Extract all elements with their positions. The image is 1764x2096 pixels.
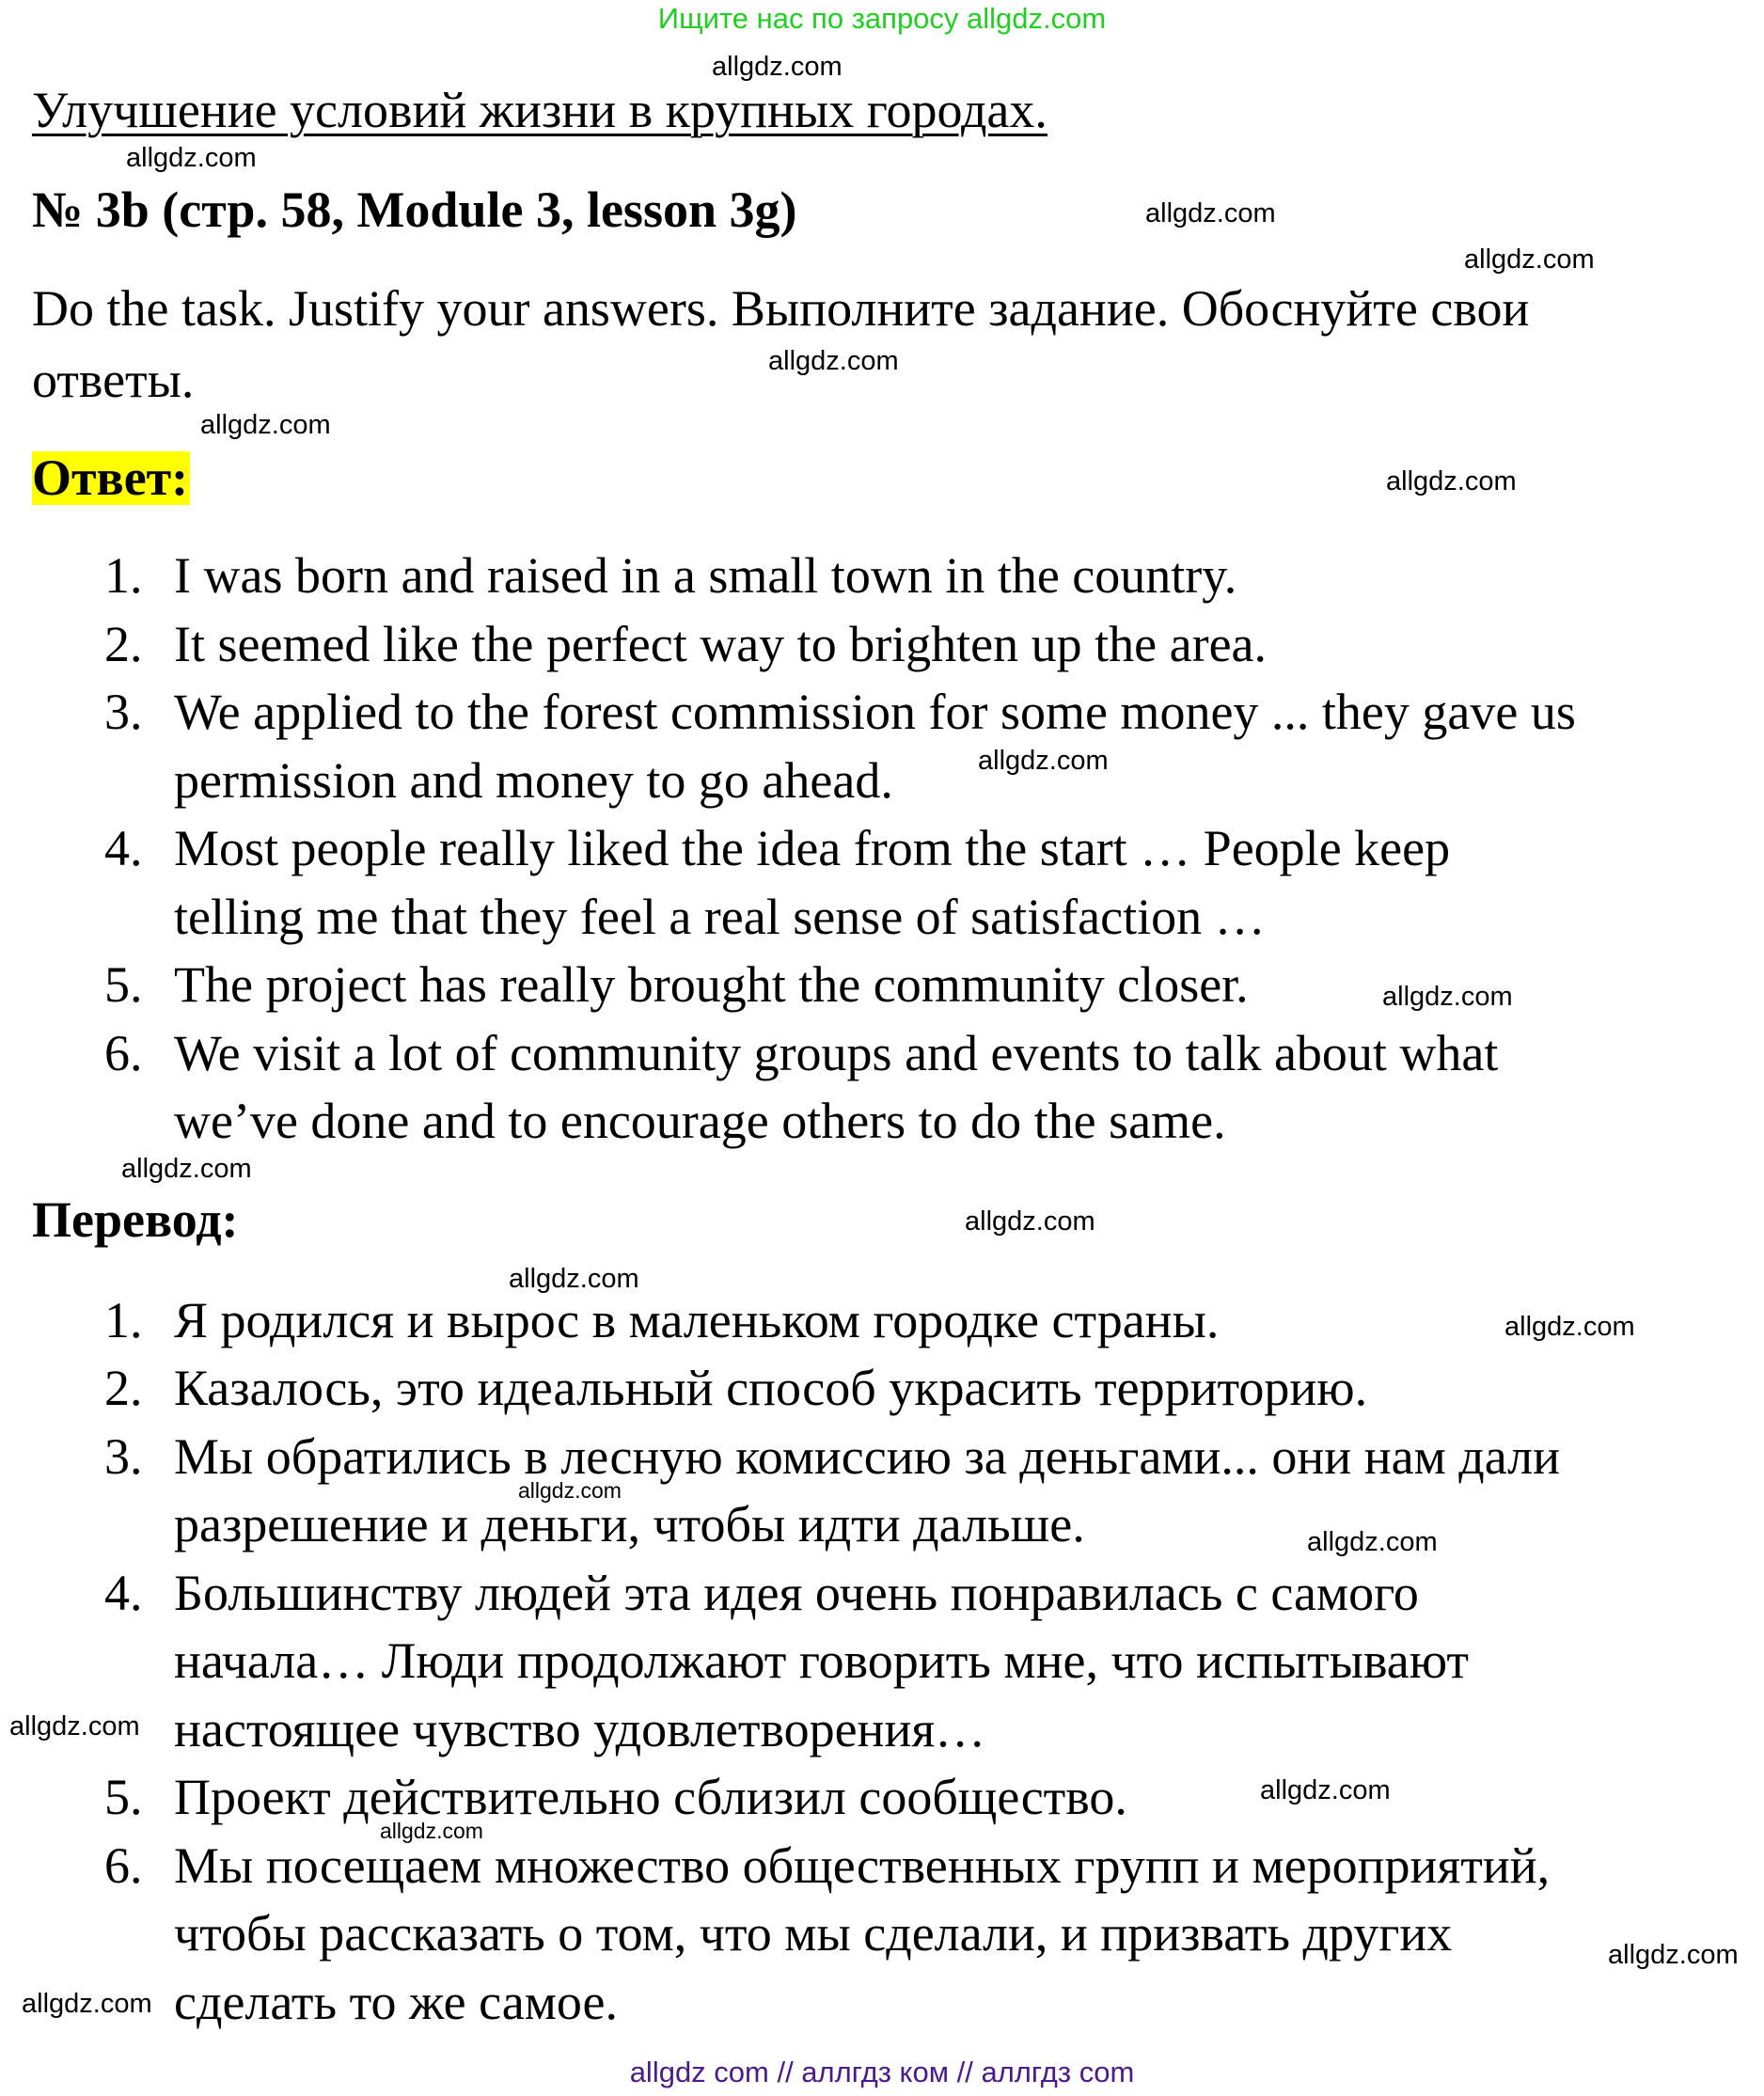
- translation-item-text: Проект действительно сблизил сообщество.: [174, 1769, 1127, 1825]
- translation-item-text: начала… Люди продолжают говорить мне, что испытывают: [174, 1632, 1469, 1689]
- translation-item-text: Я родился и вырос в маленьком городке страны.: [174, 1292, 1220, 1348]
- task-number-heading: № 3b (стр. 58, Module 3, lesson 3g): [32, 181, 797, 238]
- translation-label: Перевод:: [32, 1191, 239, 1248]
- translation-item-number: 1.: [104, 1292, 143, 1348]
- answer-item-text: we’ve done and to encourage others to do the same.: [174, 1093, 1226, 1149]
- watermark-text: allgdz.com: [126, 143, 257, 173]
- watermark-text: allgdz.com: [1260, 1775, 1391, 1805]
- watermark-text: allgdz.com: [509, 1264, 639, 1294]
- answer-item-number: 4.: [104, 820, 143, 876]
- watermark-text: allgdz.com: [200, 410, 331, 440]
- watermark-text: allgdz.com: [121, 1154, 252, 1184]
- watermark-text: allgdz.com: [1145, 198, 1276, 229]
- translation-item-text: разрешение и деньги, чтобы идти дальше.: [174, 1496, 1085, 1552]
- translation-item-number: 5.: [104, 1769, 143, 1825]
- answer-item-number: 5.: [104, 956, 143, 1013]
- answer-item-text: The project has really brought the community closer.: [174, 956, 1249, 1013]
- translation-item-number: 4.: [104, 1565, 143, 1621]
- answer-item-number: 3.: [104, 684, 143, 740]
- watermark-text: allgdz.com: [1382, 982, 1513, 1012]
- answer-item-number: 1.: [104, 547, 143, 604]
- watermark-text: allgdz.com: [9, 1711, 140, 1741]
- footer-banner: allgdz com // аллгдз ком // аллгдз com: [629, 2056, 1135, 2088]
- watermark-text: allgdz.com: [978, 746, 1109, 776]
- translation-item-text: Большинству людей эта идея очень понравилась с самого: [174, 1565, 1419, 1621]
- translation-item-number: 6.: [104, 1837, 143, 1894]
- instruction-line-1: Do the task. Justify your answers. Выполните задание. Обоснуйте свои: [32, 280, 1530, 337]
- answer-item-text: I was born and raised in a small town in the country.: [174, 547, 1237, 604]
- translation-item-number: 3.: [104, 1428, 143, 1485]
- translation-item-text: чтобы рассказать о том, что мы сделали, и призвать других: [174, 1905, 1453, 1962]
- instruction-line-2: ответы.: [32, 352, 195, 408]
- watermark-text: allgdz.com: [380, 1819, 483, 1843]
- answer-item-text: permission and money to go ahead.: [174, 752, 893, 809]
- watermark-text: allgdz.com: [965, 1206, 1095, 1237]
- answer-item-text: We visit a lot of community groups and events to talk about what: [174, 1025, 1499, 1081]
- translation-item-text: Мы обратились в лесную комиссию за деньгами... они нам дали: [174, 1428, 1561, 1485]
- answer-item-text: telling me that they feel a real sense of satisfaction …: [174, 889, 1266, 945]
- answer-item-text: It seemed like the perfect way to brighten up the area.: [174, 616, 1268, 672]
- watermark-text: allgdz.com: [1307, 1527, 1438, 1557]
- watermark-text: allgdz.com: [22, 1989, 152, 2019]
- page-title: Улучшение условий жизни в крупных городах.: [32, 82, 1047, 138]
- watermark-text: allgdz.com: [1386, 466, 1517, 496]
- search-hint-banner: Ищите нас по запросу allgdz.com: [657, 2, 1107, 35]
- answer-label: Ответ:: [32, 449, 189, 506]
- watermark-text: allgdz.com: [1608, 1940, 1739, 1970]
- watermark-text: allgdz.com: [1504, 1312, 1635, 1342]
- translation-item-text: Мы посещаем множество общественных групп и мероприятий,: [174, 1837, 1551, 1894]
- translation-item-text: Казалось, это идеальный способ украсить территорию.: [174, 1360, 1368, 1416]
- answer-item-text: We applied to the forest commission for some money ... they gave us: [174, 684, 1576, 740]
- translation-item-text: сделать то же самое.: [174, 1974, 618, 2030]
- answer-item-number: 2.: [104, 616, 143, 672]
- answer-item-text: Most people really liked the idea from the start … People keep: [174, 820, 1451, 876]
- watermark-text: allgdz.com: [712, 52, 843, 82]
- answer-item-number: 6.: [104, 1025, 143, 1081]
- watermark-text: allgdz.com: [518, 1478, 622, 1503]
- watermark-text: allgdz.com: [768, 346, 899, 376]
- translation-item-number: 2.: [104, 1360, 143, 1416]
- translation-item-text: настоящее чувство удовлетворения…: [174, 1701, 986, 1757]
- watermark-text: allgdz.com: [1464, 244, 1595, 275]
